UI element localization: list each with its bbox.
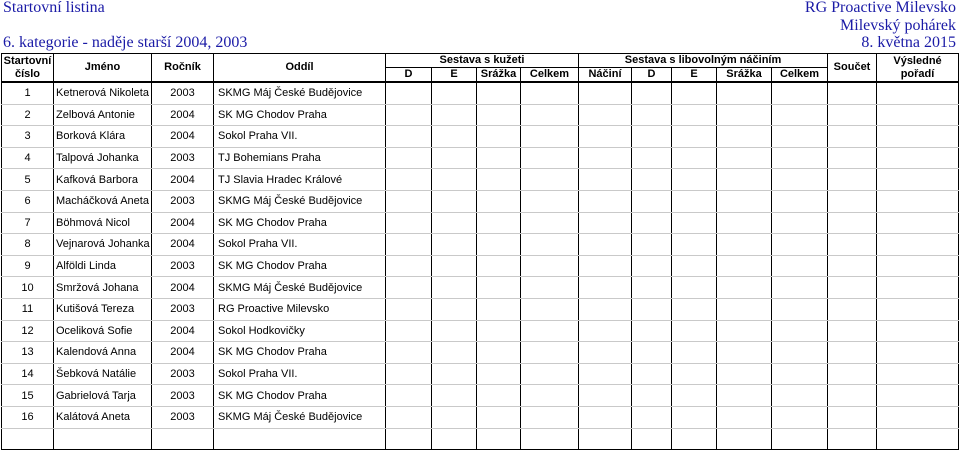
score-cell (672, 104, 717, 126)
score-cell (386, 428, 432, 450)
table-row (2, 320, 959, 342)
competitor-name-cell: Vejnarová Johanka (54, 234, 152, 256)
start-number-cell: 10 (2, 277, 54, 299)
score-cell (828, 385, 877, 407)
header-name: Jméno (54, 54, 152, 83)
score-cell (477, 428, 521, 450)
score-cell (717, 82, 772, 104)
club-cell: SK MG Chodov Praha (214, 342, 386, 364)
birth-year-cell: 2003 (152, 363, 214, 385)
club-cell: SK MG Chodov Praha (214, 212, 386, 234)
table-row (2, 147, 959, 169)
table-row (2, 385, 959, 407)
score-cell (877, 169, 959, 191)
score-cell (579, 277, 632, 299)
competitor-name-cell: Šebková Natálie (54, 363, 152, 385)
score-cell (828, 298, 877, 320)
birth-year-cell: 2003 (152, 298, 214, 320)
score-cell (717, 363, 772, 385)
score-cell (432, 320, 477, 342)
score-cell (772, 363, 828, 385)
birth-year-cell: 2004 (152, 126, 214, 148)
score-cell (828, 277, 877, 299)
score-cell (579, 406, 632, 428)
score-cell (717, 169, 772, 191)
birth-year-cell: 2003 (152, 385, 214, 407)
score-cell (521, 147, 579, 169)
score-cell (579, 104, 632, 126)
score-cell (432, 277, 477, 299)
competitor-name-cell: Böhmová Nicol (54, 212, 152, 234)
birth-year-cell: 2003 (152, 190, 214, 212)
page-title: Startovní listina (3, 0, 105, 16)
category-label: 6. kategorie - naděje starší 2004, 2003 (3, 34, 248, 51)
score-cell (828, 126, 877, 148)
score-cell (672, 428, 717, 450)
club-cell: SKMG Máj České Budějovice (214, 406, 386, 428)
club-cell: TJ Bohemians Praha (214, 147, 386, 169)
header-total: Celkem (521, 68, 579, 83)
score-cell (772, 147, 828, 169)
birth-year-cell: 2004 (152, 212, 214, 234)
score-cell (828, 234, 877, 256)
score-cell (521, 277, 579, 299)
score-cell (877, 385, 959, 407)
score-cell (877, 126, 959, 148)
club-cell: SKMG Máj České Budějovice (214, 277, 386, 299)
score-cell (477, 104, 521, 126)
score-cell (828, 147, 877, 169)
score-cell (672, 255, 717, 277)
score-cell (579, 255, 632, 277)
start-number-cell: 16 (2, 406, 54, 428)
score-cell (521, 428, 579, 450)
score-cell (672, 126, 717, 148)
header-d: D (632, 68, 672, 83)
score-cell (386, 147, 432, 169)
table-row (2, 169, 959, 191)
score-cell (877, 190, 959, 212)
score-cell (521, 169, 579, 191)
score-cell (632, 169, 672, 191)
score-cell (828, 342, 877, 364)
score-cell (477, 363, 521, 385)
score-cell (579, 363, 632, 385)
score-cell (672, 82, 717, 104)
club-cell: Sokol Praha VII. (214, 234, 386, 256)
score-cell (386, 255, 432, 277)
score-cell (579, 147, 632, 169)
score-cell (717, 126, 772, 148)
score-cell (672, 320, 717, 342)
score-cell (386, 277, 432, 299)
score-cell (828, 406, 877, 428)
birth-year-cell: 2003 (152, 255, 214, 277)
start-number-cell: 7 (2, 212, 54, 234)
score-cell (579, 169, 632, 191)
score-cell (772, 385, 828, 407)
score-cell (877, 82, 959, 104)
score-cell (772, 428, 828, 450)
birth-year-cell: 2004 (152, 104, 214, 126)
score-cell (717, 104, 772, 126)
score-cell (579, 212, 632, 234)
score-cell (386, 169, 432, 191)
competitor-name-cell: Kafková Barbora (54, 169, 152, 191)
score-cell (477, 126, 521, 148)
score-cell (579, 190, 632, 212)
score-cell (717, 320, 772, 342)
score-cell (772, 406, 828, 428)
score-cell (579, 82, 632, 104)
score-cell (877, 277, 959, 299)
score-cell (632, 190, 672, 212)
score-cell (632, 342, 672, 364)
score-cell (772, 126, 828, 148)
score-cell (672, 363, 717, 385)
score-cell (477, 298, 521, 320)
score-cell (877, 255, 959, 277)
table-row (2, 126, 959, 148)
score-cell (877, 298, 959, 320)
club-cell: Sokol Hodkovičky (214, 320, 386, 342)
score-cell (772, 190, 828, 212)
score-cell (432, 82, 477, 104)
score-cell (632, 104, 672, 126)
score-cell (672, 342, 717, 364)
birth-year-cell: 2003 (152, 406, 214, 428)
start-number-cell: 15 (2, 385, 54, 407)
score-cell (877, 234, 959, 256)
header-year: Ročník (152, 54, 214, 83)
score-cell (432, 147, 477, 169)
table-row (2, 298, 959, 320)
score-cell (828, 255, 877, 277)
score-cell (477, 234, 521, 256)
start-number-cell: 4 (2, 147, 54, 169)
score-cell (717, 385, 772, 407)
score-cell (386, 298, 432, 320)
score-cell (521, 406, 579, 428)
score-cell (432, 298, 477, 320)
score-cell (579, 320, 632, 342)
score-cell (432, 255, 477, 277)
header-deduction: Srážka (477, 68, 521, 83)
score-cell (386, 104, 432, 126)
competitor-name-cell: Alföldi Linda (54, 255, 152, 277)
header-e: E (432, 68, 477, 83)
score-cell (632, 363, 672, 385)
club-cell: SK MG Chodov Praha (214, 104, 386, 126)
score-cell (772, 342, 828, 364)
score-cell (579, 234, 632, 256)
start-number-cell: 9 (2, 255, 54, 277)
start-number-cell: 11 (2, 298, 54, 320)
score-cell (386, 190, 432, 212)
score-cell (477, 147, 521, 169)
table-header-row (2, 54, 959, 68)
score-cell (717, 234, 772, 256)
score-cell (717, 277, 772, 299)
score-cell (672, 169, 717, 191)
header-apparatus: Náčiní (579, 68, 632, 83)
score-cell (477, 169, 521, 191)
score-cell (772, 82, 828, 104)
competitor-name-cell: Kalendová Anna (54, 342, 152, 364)
score-cell (477, 255, 521, 277)
club-cell: SKMG Máj České Budějovice (214, 190, 386, 212)
score-cell (717, 147, 772, 169)
score-cell (432, 385, 477, 407)
score-cell (717, 342, 772, 364)
score-cell (432, 169, 477, 191)
birth-year-cell: 2004 (152, 320, 214, 342)
score-cell (432, 342, 477, 364)
header-start-number: Startovní číslo (2, 54, 54, 83)
score-cell (672, 190, 717, 212)
competitor-name-cell: Talpová Johanka (54, 147, 152, 169)
club-cell: SK MG Chodov Praha (214, 255, 386, 277)
birth-year-cell: 2004 (152, 277, 214, 299)
score-cell (386, 363, 432, 385)
score-cell (672, 277, 717, 299)
score-cell (672, 147, 717, 169)
score-cell (432, 428, 477, 450)
score-cell (579, 428, 632, 450)
competitor-name-cell: Ketnerová Nikoleta (54, 82, 152, 104)
score-cell (717, 406, 772, 428)
score-cell (828, 320, 877, 342)
score-cell (477, 406, 521, 428)
score-cell (828, 82, 877, 104)
start-number-cell: 5 (2, 169, 54, 191)
score-cell (432, 104, 477, 126)
birth-year-cell: 2004 (152, 169, 214, 191)
competitor-name-cell: Macháčková Aneta (54, 190, 152, 212)
score-cell (386, 234, 432, 256)
score-cell (632, 255, 672, 277)
competitor-name-cell: Borková Klára (54, 126, 152, 148)
score-cell (717, 255, 772, 277)
score-cell (521, 255, 579, 277)
score-cell (432, 126, 477, 148)
score-cell (672, 298, 717, 320)
score-cell (386, 82, 432, 104)
score-cell (579, 126, 632, 148)
score-cell (632, 277, 672, 299)
table-row (2, 190, 959, 212)
score-cell (521, 234, 579, 256)
start-number-cell: 13 (2, 342, 54, 364)
club-cell: SK MG Chodov Praha (214, 385, 386, 407)
score-cell (521, 342, 579, 364)
score-cell (477, 342, 521, 364)
header-group-free: Sestava s libovolným náčiním (579, 54, 828, 68)
table-row (2, 104, 959, 126)
birth-year-cell: 2004 (152, 342, 214, 364)
score-cell (477, 385, 521, 407)
header-group-clubs: Sestava s kužeti (386, 54, 579, 68)
score-cell (772, 320, 828, 342)
score-cell (672, 385, 717, 407)
score-cell (717, 212, 772, 234)
start-number-cell: 6 (2, 190, 54, 212)
score-cell (828, 428, 877, 450)
score-cell (521, 385, 579, 407)
score-cell (432, 234, 477, 256)
score-cell (632, 385, 672, 407)
table-row (2, 234, 959, 256)
score-cell (632, 126, 672, 148)
score-cell (632, 320, 672, 342)
club-cell: RG Proactive Milevsko (214, 298, 386, 320)
header-sum: Součet (828, 54, 877, 83)
score-cell (386, 342, 432, 364)
header-result: Výsledné pořadí (877, 54, 959, 83)
header-e: E (672, 68, 717, 83)
score-cell (386, 126, 432, 148)
start-number-cell: 3 (2, 126, 54, 148)
score-cell (772, 277, 828, 299)
table-row (2, 255, 959, 277)
score-cell (521, 126, 579, 148)
score-cell (477, 277, 521, 299)
table-row (2, 277, 959, 299)
header-d: D (386, 68, 432, 83)
score-cell (521, 363, 579, 385)
club-cell: Sokol Praha VII. (214, 363, 386, 385)
score-cell (877, 363, 959, 385)
birth-year-cell: 2003 (152, 147, 214, 169)
score-cell (386, 212, 432, 234)
score-cell (632, 428, 672, 450)
score-cell (672, 212, 717, 234)
score-cell (632, 234, 672, 256)
score-cell (432, 406, 477, 428)
start-number-cell (2, 428, 54, 450)
competitor-name-cell: Oceliková Sofie (54, 320, 152, 342)
table-row (2, 342, 959, 364)
score-cell (521, 320, 579, 342)
start-number-cell: 8 (2, 234, 54, 256)
score-cell (828, 104, 877, 126)
score-cell (772, 234, 828, 256)
table-row (2, 363, 959, 385)
table-row (2, 82, 959, 104)
score-cell (521, 298, 579, 320)
score-cell (828, 169, 877, 191)
score-cell (877, 320, 959, 342)
table-row (2, 406, 959, 428)
score-cell (477, 190, 521, 212)
date-label: 8. května 2015 (861, 34, 956, 51)
club-cell: SKMG Máj České Budějovice (214, 82, 386, 104)
score-cell (521, 82, 579, 104)
score-cell (432, 190, 477, 212)
score-cell (772, 298, 828, 320)
score-cell (477, 212, 521, 234)
score-cell (877, 212, 959, 234)
score-cell (521, 212, 579, 234)
competitor-name-cell: Kutišová Tereza (54, 298, 152, 320)
birth-year-cell: 2003 (152, 82, 214, 104)
header-club: Oddíl (214, 54, 386, 83)
club-cell: TJ Slavia Hradec Králové (214, 169, 386, 191)
birth-year-cell (152, 428, 214, 450)
score-cell (432, 212, 477, 234)
score-cell (521, 190, 579, 212)
start-number-cell: 14 (2, 363, 54, 385)
score-cell (632, 298, 672, 320)
competitor-name-cell: Smržová Johana (54, 277, 152, 299)
start-number-cell: 1 (2, 82, 54, 104)
score-cell (521, 104, 579, 126)
header-deduction: Srážka (717, 68, 772, 83)
score-cell (386, 406, 432, 428)
score-cell (877, 342, 959, 364)
club-cell: Sokol Praha VII. (214, 126, 386, 148)
score-cell (386, 320, 432, 342)
score-cell (672, 234, 717, 256)
score-cell (632, 82, 672, 104)
birth-year-cell: 2004 (152, 234, 214, 256)
score-cell (772, 104, 828, 126)
score-cell (579, 298, 632, 320)
score-cell (632, 147, 672, 169)
score-cell (717, 428, 772, 450)
score-cell (717, 298, 772, 320)
score-cell (828, 363, 877, 385)
score-cell (877, 147, 959, 169)
competitor-name-cell: Zelbová Antonie (54, 104, 152, 126)
score-cell (432, 363, 477, 385)
score-cell (632, 212, 672, 234)
score-cell (632, 406, 672, 428)
score-cell (877, 406, 959, 428)
start-number-cell: 12 (2, 320, 54, 342)
start-number-cell: 2 (2, 104, 54, 126)
header-total: Celkem (772, 68, 828, 83)
score-cell (477, 320, 521, 342)
score-cell (772, 169, 828, 191)
score-cell (579, 385, 632, 407)
score-cell (772, 212, 828, 234)
score-cell (877, 104, 959, 126)
organizer-label: RG Proactive Milevsko (804, 0, 956, 16)
competition-label: Milevský pohárek (840, 17, 956, 34)
competitor-name-cell (54, 428, 152, 450)
score-cell (828, 190, 877, 212)
score-cell (477, 82, 521, 104)
score-cell (386, 385, 432, 407)
start-list-table (1, 53, 959, 450)
competitor-name-cell: Gabrielová Tarja (54, 385, 152, 407)
score-cell (579, 342, 632, 364)
competitor-name-cell: Kalátová Aneta (54, 406, 152, 428)
score-cell (828, 212, 877, 234)
score-cell (717, 190, 772, 212)
table-row (2, 428, 959, 450)
table-row (2, 212, 959, 234)
score-cell (877, 428, 959, 450)
club-cell (214, 428, 386, 450)
score-cell (672, 406, 717, 428)
score-cell (772, 255, 828, 277)
